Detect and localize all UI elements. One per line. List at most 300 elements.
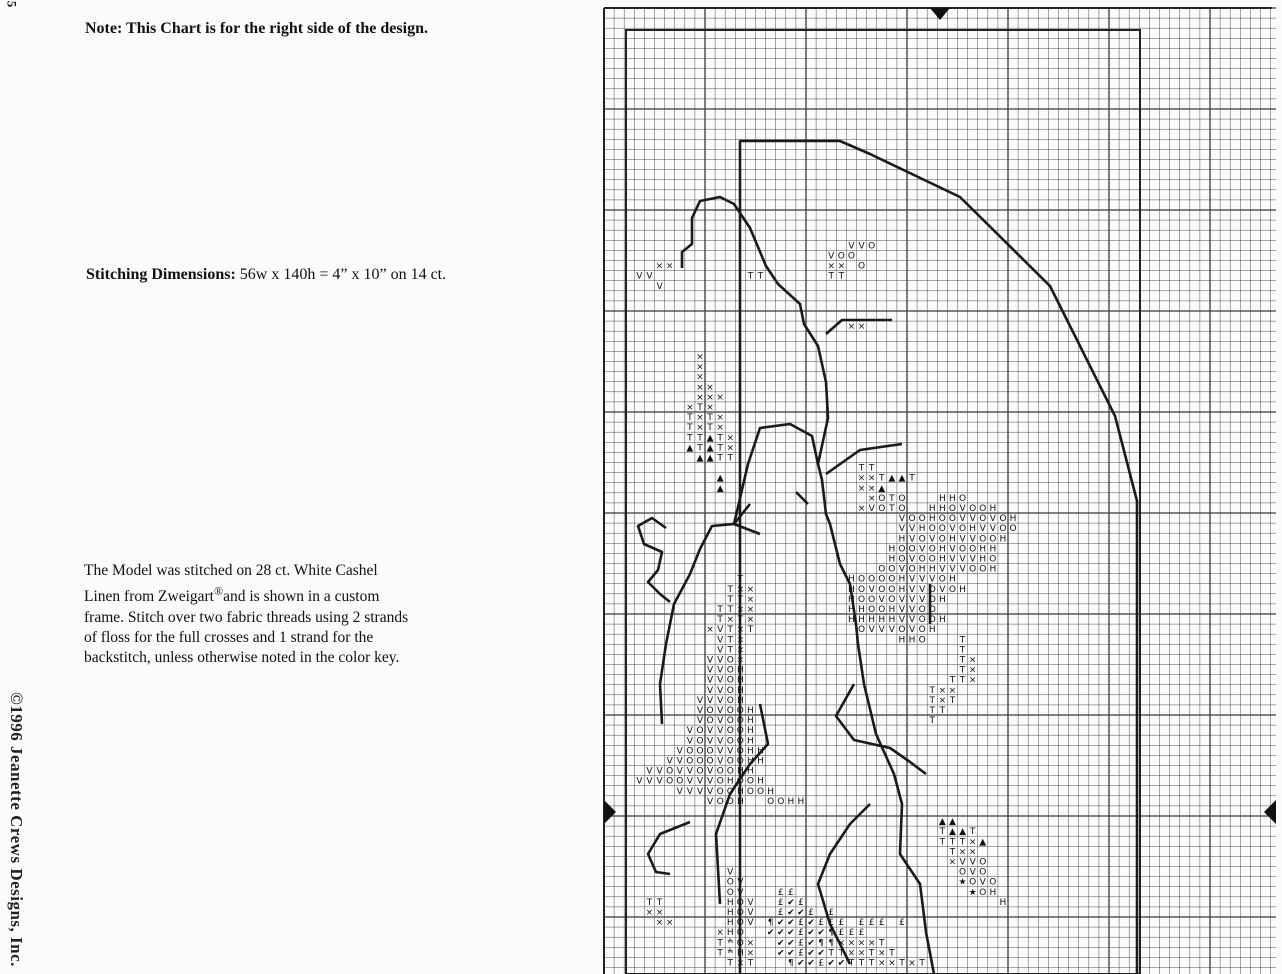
stitch-symbol: £	[899, 918, 905, 929]
stitch-symbol: O	[918, 514, 926, 525]
model-line-2-a: Linen from Zweigart	[84, 588, 214, 606]
stitch-symbol: £	[828, 907, 835, 918]
stitch-symbol: O	[746, 776, 754, 787]
stitch-symbol: V	[686, 736, 693, 747]
stitch-symbol: V	[898, 594, 906, 605]
stitch-symbol: ×	[665, 918, 674, 929]
stitch-symbol: V	[676, 756, 683, 767]
stitch-symbol: ¶	[828, 938, 835, 949]
stitch-symbol: V	[878, 625, 885, 636]
stitch-symbol: O	[736, 897, 744, 908]
stitch-symbol: ×	[908, 958, 916, 969]
stitch-symbol: ★	[968, 887, 977, 898]
stitch-symbol: T	[959, 675, 966, 686]
stitch-symbol: O	[726, 695, 734, 706]
stitch-symbol: V	[686, 786, 693, 797]
stitch-symbol: O	[979, 534, 987, 545]
stitch-symbol: H	[757, 756, 764, 767]
stitch-symbol: H	[787, 796, 795, 807]
stitch-symbol: V	[666, 756, 673, 767]
stitch-symbol: V	[636, 776, 643, 787]
stitch-symbol: O	[938, 534, 946, 545]
stitch-symbol: V	[717, 655, 724, 666]
stitch-symbol: H	[928, 514, 936, 525]
stitch-symbol: ×	[696, 382, 704, 393]
stitch-symbol: O	[888, 584, 896, 595]
model-line-4: of floss for the full crosses and 1 strand for the	[84, 629, 374, 647]
stitch-symbol: O	[726, 736, 734, 747]
stitch-symbol: V	[908, 534, 916, 545]
stitch-symbol: O	[726, 796, 734, 807]
stitch-symbols	[636, 241, 1016, 968]
stitch-symbol: V	[646, 766, 653, 777]
stitch-symbol: ×	[827, 261, 836, 272]
stitch-symbol: O	[898, 554, 906, 565]
stitch-symbol: O	[858, 584, 866, 595]
stem-backstitch	[734, 524, 760, 534]
stitch-symbol: H	[938, 615, 946, 626]
stitch-symbol: O	[979, 514, 987, 525]
stitch-symbol: V	[898, 604, 906, 615]
stitch-symbol: T	[889, 948, 895, 959]
stitch-symbol: H	[726, 928, 734, 939]
stitch-symbol: ×	[736, 635, 745, 646]
stitch-symbol: O	[878, 564, 886, 575]
stitch-symbol: O	[918, 625, 926, 636]
stitch-symbol: ✔	[787, 938, 795, 949]
stitch-symbol: V	[898, 615, 906, 626]
stitch-symbol: ▲	[878, 483, 886, 494]
stitch-symbol: O	[898, 625, 906, 636]
stitch-symbol: V	[706, 695, 714, 706]
stitch-symbol: ×	[736, 625, 745, 636]
stitch-symbol: ▲	[706, 443, 714, 454]
stitch-symbol: V	[939, 584, 946, 595]
stitch-symbol: H	[726, 907, 734, 918]
model-line-1: The Model was stitched on 28 ct. White Cashel	[84, 562, 378, 579]
stitch-symbol: T	[868, 958, 875, 969]
stitch-symbol: H	[898, 635, 906, 646]
stitch-symbol: ×	[696, 392, 704, 403]
stitch-symbol: O	[979, 503, 987, 514]
stitch-symbol: O	[878, 584, 886, 595]
stitch-symbol: ×	[837, 261, 846, 272]
stitch-symbol: O	[716, 796, 724, 807]
stitch-symbol: T	[757, 271, 764, 282]
stitch-symbol: ✔	[807, 918, 815, 929]
stitch-symbol: ▲	[948, 817, 956, 828]
stitch-symbol: T	[828, 271, 834, 282]
stitch-symbol: H	[928, 625, 936, 636]
stitch-symbol: ×	[938, 695, 947, 706]
stitch-symbol: O	[686, 756, 694, 767]
stitch-symbol: V	[908, 594, 916, 605]
stitch-symbol: H	[938, 503, 946, 514]
stitch-symbol: O	[736, 776, 744, 787]
stitch-symbol: O	[868, 604, 876, 615]
stitch-symbol: O	[696, 736, 704, 747]
stitch-symbol: V	[949, 524, 956, 535]
stitch-symbol: O	[736, 726, 744, 737]
stitch-symbol: T	[717, 938, 723, 949]
stitch-symbol: ×	[746, 584, 755, 595]
stitch-symbol: O	[726, 766, 734, 777]
stitch-symbol: ▲	[948, 827, 956, 838]
stitch-symbol: ×	[837, 938, 846, 949]
stitch-symbol: V	[717, 625, 724, 636]
stitch-symbol: H	[726, 897, 734, 908]
stitch-symbol: V	[868, 584, 875, 595]
stitch-symbol: H	[989, 564, 997, 575]
stitch-symbol: O	[969, 544, 977, 555]
stitch-symbol: V	[939, 564, 946, 575]
stitch-symbol: V	[898, 514, 906, 525]
stitch-symbol: O	[858, 261, 866, 272]
stitch-symbol: V	[949, 564, 956, 575]
dimensions-value: 56w x 140h = 4” x 10” on 14 ct.	[239, 266, 447, 283]
stitch-symbol: T	[687, 423, 693, 434]
stitch-symbol: ×	[696, 372, 704, 383]
stitch-symbol: O	[918, 604, 926, 615]
stitch-symbol: ✔	[787, 918, 795, 929]
stitch-symbol: T	[838, 271, 845, 282]
stitch-symbol: V	[706, 776, 714, 787]
stitch-symbol: ×	[857, 948, 866, 959]
stitch-symbol: H	[736, 796, 744, 807]
stitch-symbol: O	[948, 503, 956, 514]
model-line-2-b: and is shown in a custom	[223, 588, 380, 606]
stitch-symbol: O	[989, 554, 997, 565]
stitch-symbol: O	[666, 766, 674, 777]
stitch-symbol: T	[848, 958, 855, 969]
stitch-symbol: ✔	[787, 897, 795, 908]
stitch-symbol: T	[646, 897, 653, 908]
stitch-symbol: V	[969, 534, 976, 545]
stitch-symbol: H	[999, 534, 1007, 545]
stitch-symbol: T	[858, 463, 865, 474]
model-line-2	[84, 581, 464, 607]
stitch-symbol: V	[706, 786, 714, 797]
stitch-symbol: V	[706, 766, 714, 777]
stitch-symbol: V	[989, 514, 996, 525]
stitch-symbol: V	[717, 756, 724, 767]
stitch-symbol: H	[878, 615, 886, 626]
stitch-symbol: ✔	[807, 958, 815, 969]
stitch-symbol: O	[847, 251, 855, 262]
stitch-symbol: H	[949, 493, 956, 504]
stitch-symbol: ×	[958, 847, 967, 858]
stitch-symbol: H	[918, 564, 926, 575]
stitch-symbol: O	[736, 928, 744, 939]
stitch-symbol: H	[979, 544, 987, 555]
stitch-symbol: V	[969, 554, 976, 565]
stitch-symbol: H	[888, 604, 896, 615]
stitch-symbol: T	[959, 837, 966, 848]
stitch-symbol: V	[908, 625, 916, 636]
stitch-symbol: O	[706, 705, 714, 716]
stitch-symbol: ×	[888, 958, 896, 969]
stitch-symbol: ×	[716, 392, 724, 403]
stitch-symbol: O	[979, 857, 987, 868]
stitch-symbol: V	[676, 766, 683, 777]
stitch-symbol: T	[959, 665, 966, 676]
stitch-symbol: V	[919, 584, 926, 595]
stitch-symbol: O	[888, 594, 896, 605]
stitch-symbol: V	[959, 554, 966, 565]
stitch-symbol: V	[959, 503, 966, 514]
stitch-symbol: ×	[968, 655, 977, 666]
stitch-symbol: H	[747, 726, 754, 737]
stitch-symbol: O	[928, 615, 936, 626]
stitch-symbol: V	[706, 675, 714, 686]
stitch-symbol: ×	[746, 615, 755, 626]
stitch-symbol: V	[747, 907, 754, 918]
stitch-symbol: O	[969, 503, 977, 514]
stitch-symbol: T	[737, 594, 744, 605]
stitch-symbol: T	[858, 958, 865, 969]
stitch-symbol: O	[716, 766, 724, 777]
stitch-symbol: T	[949, 837, 956, 848]
stitch-symbol: H	[938, 493, 946, 504]
stitch-symbol: T	[828, 948, 834, 959]
stitch-symbol: O	[999, 514, 1007, 525]
stitch-symbol: V	[717, 665, 724, 676]
stitch-symbol: ▲	[938, 817, 946, 828]
stitch-symbol: V	[969, 867, 976, 878]
stitch-symbol: T	[717, 443, 723, 454]
stitch-symbol: ¶	[787, 958, 794, 969]
stitch-symbol: O	[868, 594, 876, 605]
branch-backstitch-lower	[836, 684, 926, 774]
stitch-symbol: £	[798, 948, 804, 959]
stitch-symbol: ×	[857, 938, 866, 949]
stitch-symbol: T	[929, 705, 935, 716]
stitch-symbol: ¶	[818, 938, 825, 949]
stitch-symbol: ✔	[817, 928, 825, 939]
stitch-symbol: ×	[645, 907, 654, 918]
stitch-symbol: ×	[857, 473, 866, 484]
stitch-symbol: ×	[696, 362, 704, 373]
stitch-symbol: V	[919, 574, 926, 585]
stitch-symbol: O	[858, 594, 866, 605]
stitch-symbol: V	[959, 534, 966, 545]
stitch-symbol: O	[898, 503, 906, 514]
stitch-symbol: ×	[726, 443, 735, 454]
stitch-symbol: V	[858, 241, 865, 252]
stitch-symbol: V	[908, 524, 916, 535]
stitch-symbol: H	[918, 524, 926, 535]
stitch-symbol: V	[706, 796, 714, 807]
stitch-symbol: V	[717, 635, 724, 646]
stitch-symbol: V	[949, 544, 956, 555]
stitch-symbol: O	[666, 776, 674, 787]
stitch-symbol: V	[717, 675, 724, 686]
stitch-symbol: V	[898, 524, 906, 535]
stitch-symbol: V	[727, 746, 734, 757]
stitch-symbol: T	[879, 938, 885, 949]
stitch-symbol: H	[959, 584, 966, 595]
stitch-symbol: V	[908, 615, 916, 626]
stitch-symbol: O	[928, 584, 936, 595]
stitch-symbol: ×	[736, 958, 745, 969]
stitch-symbol: ×	[736, 655, 745, 666]
stitch-symbol: T	[717, 615, 723, 626]
stitch-symbol: O	[908, 514, 916, 525]
stitch-symbol: O	[878, 604, 886, 615]
stitch-symbol: O	[726, 726, 734, 737]
stitch-symbol: V	[686, 766, 693, 777]
stitch-symbol: O	[928, 554, 936, 565]
stitch-symbol: H	[726, 918, 734, 929]
stitch-symbol: O	[706, 746, 714, 757]
stitch-symbol: H	[747, 746, 754, 757]
stitch-symbol: O	[868, 241, 876, 252]
stitch-symbol: H	[999, 897, 1007, 908]
stitch-symbol: £	[808, 907, 814, 918]
stitch-symbol: ×	[867, 938, 876, 949]
stitch-symbol: O	[959, 493, 967, 504]
stitch-symbol: ×	[716, 423, 724, 434]
stitch-symbol: O	[726, 877, 734, 888]
stitch-symbol: O	[706, 716, 714, 727]
stitch-symbol: V	[706, 665, 714, 676]
stitch-symbol: T	[868, 948, 875, 959]
stitch-symbol: ▲	[959, 827, 967, 838]
stitch-symbol: £	[798, 897, 804, 908]
stitch-symbol: V	[908, 554, 916, 565]
stitch-symbol: O	[918, 554, 926, 565]
stitch-symbol: ×	[968, 665, 977, 676]
stitch-symbol: T	[687, 433, 693, 444]
stitch-symbol: O	[979, 867, 987, 878]
stitch-symbol: O	[989, 534, 997, 545]
stitch-symbol: H	[747, 716, 754, 727]
stitch-symbol: £	[798, 918, 804, 929]
stitch-symbol: T	[959, 635, 966, 646]
stitch-symbol: ✔	[776, 918, 785, 929]
stitch-symbol: V	[706, 655, 714, 666]
stitch-symbol: ✔	[776, 928, 785, 939]
stitch-symbol: ▲	[686, 443, 694, 454]
stitch-symbol: ׯ	[727, 948, 734, 959]
stitch-symbol: ✔	[787, 907, 795, 918]
stitch-symbol: O	[726, 705, 734, 716]
stitch-symbol: T	[929, 695, 935, 706]
stitch-symbol: H	[797, 796, 805, 807]
stitch-symbol: V	[717, 716, 724, 727]
stitch-symbol: V	[737, 887, 744, 898]
stitch-symbol: ×	[746, 948, 755, 959]
stitch-symbol: £	[787, 887, 794, 898]
stitch-symbol: T	[717, 433, 723, 444]
stitch-symbol: V	[696, 705, 704, 716]
stitch-symbol: H	[949, 534, 956, 545]
stitch-symbol: T	[889, 503, 895, 514]
stitch-symbol: H	[888, 544, 896, 555]
stitch-symbol: V	[888, 625, 895, 636]
stitch-symbol: V	[737, 877, 744, 888]
stitch-symbol: T	[727, 594, 733, 605]
stitch-symbol: V	[747, 897, 754, 908]
stitch-symbol: ✔	[787, 948, 795, 959]
stitch-symbol: O	[716, 776, 724, 787]
stitch-symbol: V	[929, 574, 936, 585]
stitch-symbol: O	[888, 574, 896, 585]
stitch-symbol: ▲	[706, 453, 714, 464]
stitch-symbol: T	[697, 433, 703, 444]
stitch-symbol: V	[686, 726, 693, 737]
stitch-symbol: O	[858, 574, 866, 585]
stitch-symbol: ×	[696, 352, 704, 363]
stitch-symbol: H	[848, 584, 855, 595]
stitch-symbol: V	[989, 524, 996, 535]
stitch-symbol: H	[928, 503, 936, 514]
stitch-symbol: ×	[948, 685, 957, 696]
stitch-symbol: ▲	[696, 453, 704, 464]
stitch-symbol: V	[717, 685, 724, 696]
stitch-symbol: H	[979, 554, 987, 565]
stitch-symbol: H	[848, 574, 855, 585]
stitch-symbol: O	[736, 705, 744, 716]
stitch-symbol: V	[717, 705, 724, 716]
copyright-notice: ©1996 Jeanette Crews Designs, Inc.	[7, 692, 26, 967]
stitch-symbol: ▲	[888, 473, 896, 484]
model-line-3: frame. Stitch over two fabric threads using 2 strands	[84, 608, 409, 626]
stitch-symbol: H	[848, 604, 855, 615]
stitch-symbol: ✔	[797, 907, 805, 918]
stitch-symbol: ×	[736, 645, 745, 656]
stitch-symbol: H	[858, 604, 865, 615]
stitch-symbol: O	[908, 564, 916, 575]
stitch-symbol: T	[747, 958, 754, 969]
stitch-symbol: ✔	[766, 928, 775, 939]
stitch-symbol: ✔	[776, 938, 785, 949]
stitch-symbol: V	[656, 281, 663, 292]
stitch-symbol: V	[696, 786, 704, 797]
stitch-symbol: ×	[716, 413, 724, 424]
stitch-symbol: £	[848, 928, 855, 939]
stitch-symbol: V	[696, 695, 704, 706]
stitch-symbol: ×	[857, 322, 866, 333]
stitch-symbol: T	[868, 463, 875, 474]
stitch-symbol: O	[928, 524, 936, 535]
stitch-symbol: ×	[726, 615, 735, 626]
stitch-symbol: V	[696, 776, 704, 787]
stitch-symbol: O	[736, 938, 744, 949]
stitch-symbol: T	[727, 584, 733, 595]
model-line-5: backstitch, unless otherwise noted in the color key.	[84, 649, 400, 667]
stitch-symbol: ×	[655, 918, 664, 929]
stitch-symbol: O	[918, 615, 926, 626]
stitch-symbol: O	[726, 716, 734, 727]
stitch-symbol: H	[736, 786, 744, 797]
stitch-symbol: V	[919, 594, 926, 605]
stitch-symbol: O	[706, 756, 714, 767]
stitch-symbol: O	[736, 736, 744, 747]
stitch-symbol: ▲	[898, 473, 906, 484]
stitch-symbol: ▲	[979, 837, 987, 848]
stitch-symbol: O	[938, 514, 946, 525]
stitch-symbol: ×	[867, 483, 876, 494]
stitch-symbol: T	[697, 402, 703, 413]
stitch-symbol: H	[888, 554, 896, 565]
stitch-symbol: O	[736, 756, 744, 767]
stitch-symbol: H	[767, 786, 775, 797]
stitch-symbol: T	[717, 604, 723, 615]
stitch-symbol: V	[848, 241, 855, 252]
stitch-symbol: H	[736, 695, 744, 706]
stitch-symbol: £	[777, 897, 784, 908]
